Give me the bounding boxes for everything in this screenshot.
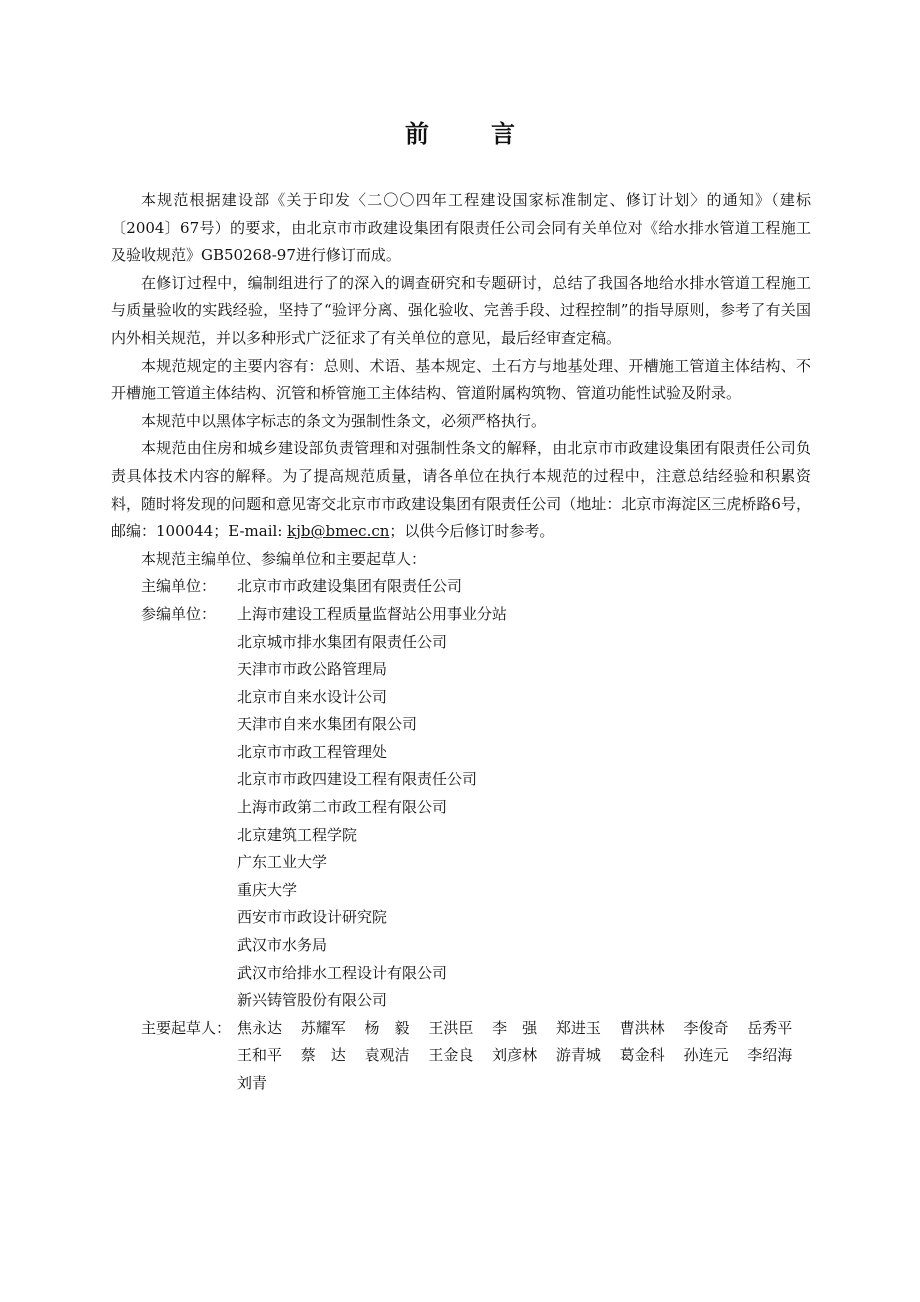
participant-unit: 武汉市水务局 bbox=[237, 936, 328, 955]
participant-unit: 天津市市政公路管理局 bbox=[237, 660, 388, 679]
drafters-label: 主要起草人： bbox=[141, 1018, 232, 1037]
drafter-name: 王和平 bbox=[237, 1046, 283, 1065]
drafter-name: 曹洪林 bbox=[619, 1018, 665, 1037]
drafter-name: 葛金科 bbox=[619, 1046, 665, 1065]
participant-unit: 上海市政第二市政工程有限公司 bbox=[237, 798, 448, 817]
paragraph-main-contents: 本规范规定的主要内容有：总则、术语、基本规定、土石方与地基处理、开槽施工管道主体结构、不开槽施工管道主体结构、沉管和桥管施工主体结构、管道附属构筑物、管道功能性试验及附录。 bbox=[111, 356, 811, 403]
drafters-row bbox=[111, 1015, 811, 1098]
participant-unit: 北京市市政工程管理处 bbox=[237, 742, 388, 761]
drafters-grid bbox=[237, 1015, 811, 1098]
paragraph-basis: 本规范根据建设部《关于印发〈二〇〇四年工程建设国家标准制定、修订计划〉的通知》（建标〔2004〕67号）的要求，由北京市市政建设集团有限责任公司会同有关单位对《给水排水管道工程施工及验收规范》GB50268-97进行修订而成。 bbox=[111, 191, 811, 265]
drafter-name: 苏耀军 bbox=[300, 1018, 346, 1037]
drafter-name: 孙连元 bbox=[683, 1046, 729, 1065]
management-text: 本规范由住房和城乡建设部负责管理和对强制性条文的解释，由北京市市政建设集团有限责任公司负责具体技术内容的解释。为了提高规范质量，请各单位在执行本规范的过程中，注意总结经验和积累资料，随时将发现的问题和意见寄交北京市市政建设集团有限责任公司（地址：北京市海淀区三虎桥路6号，邮编：100044；E-mail: bbox=[111, 439, 811, 541]
participant-unit: 北京市自来水设计公司 bbox=[237, 687, 388, 706]
paragraph-revision-process: 在修订过程中，编制组进行了的深入的调查研究和专题研讨，总结了我国各地给水排水管道工程施工与质量验收的实践经验，坚持了“验评分离、强化验收、完善手段、过程控制”的指导原则，参考了有关国内外相关规范，并以多种形式广泛征求了有关单位的意见，最后经审查定稿。 bbox=[111, 273, 811, 347]
drafter-name: 李 强 bbox=[492, 1018, 538, 1037]
participant-unit: 上海市建设工程质量监督站公用事业分站 bbox=[237, 604, 508, 623]
drafter-name: 李绍海 bbox=[747, 1046, 793, 1065]
paragraph-units-intro: 本规范主编单位、参编单位和主要起草人： bbox=[141, 549, 427, 568]
drafter-name: 焦永达 bbox=[237, 1018, 283, 1037]
drafter-name: 杨 毅 bbox=[364, 1018, 410, 1037]
participants-label: 参编单位： bbox=[141, 604, 217, 623]
email-link[interactable]: kjb@bmec.cn bbox=[287, 522, 390, 541]
chief-editor-row bbox=[111, 573, 811, 601]
paragraph-management bbox=[111, 435, 811, 545]
participant-unit: 北京建筑工程学院 bbox=[237, 825, 358, 844]
drafter-name: 岳秀平 bbox=[747, 1018, 793, 1037]
management-text-end: ；以供今后修订时参考。 bbox=[389, 522, 555, 541]
paragraph-mandatory-clauses: 本规范中以黑体字标志的条文为强制性条文，必须严格执行。 bbox=[141, 411, 547, 430]
chief-editor-label: 主编单位： bbox=[141, 577, 217, 596]
drafter-name: 王洪臣 bbox=[428, 1018, 474, 1037]
drafter-name: 刘青 bbox=[237, 1074, 268, 1092]
participant-unit: 北京市市政四建设工程有限责任公司 bbox=[237, 770, 478, 789]
drafter-name: 游青城 bbox=[555, 1046, 601, 1065]
drafter-name: 袁观洁 bbox=[364, 1046, 410, 1065]
drafter-name: 刘彦林 bbox=[492, 1046, 538, 1065]
drafter-name: 蔡 达 bbox=[300, 1046, 346, 1065]
drafter-name: 王金良 bbox=[428, 1046, 474, 1065]
participant-unit: 重庆大学 bbox=[237, 880, 298, 899]
participant-unit: 武汉市给排水工程设计有限公司 bbox=[237, 963, 448, 982]
drafter-name: 李俊奇 bbox=[683, 1018, 729, 1037]
participant-unit: 天津市自来水集团有限公司 bbox=[237, 715, 418, 734]
drafter-name: 郑进玉 bbox=[555, 1018, 601, 1037]
participant-unit: 北京城市排水集团有限责任公司 bbox=[237, 632, 448, 651]
participant-unit: 西安市市政设计研究院 bbox=[237, 908, 388, 927]
foreword-body bbox=[111, 187, 811, 1098]
participant-unit: 新兴铸管股份有限公司 bbox=[237, 991, 388, 1010]
participant-unit: 广东工业大学 bbox=[237, 853, 328, 872]
chief-editor-name: 北京市市政建设集团有限责任公司 bbox=[237, 577, 463, 596]
participants-row bbox=[111, 601, 811, 1015]
participants-list bbox=[237, 601, 811, 1015]
page-title: 前言 bbox=[405, 119, 577, 148]
